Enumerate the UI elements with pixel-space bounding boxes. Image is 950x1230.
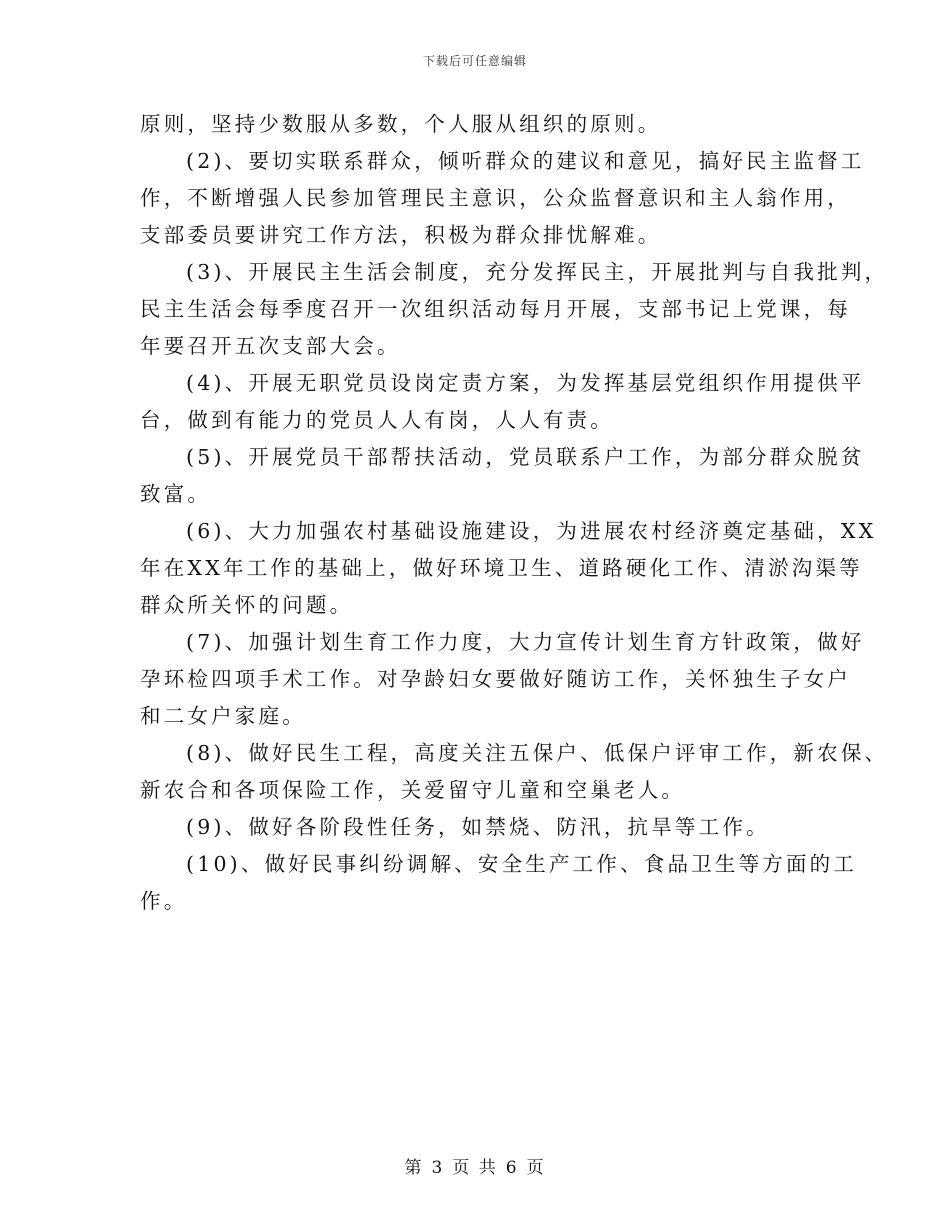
text-line: (2)、要切实联系群众，倾听群众的建议和意见，搞好民主监督工 bbox=[186, 149, 865, 173]
text-line: (8)、做好民生工程，高度关注五保户、低保户评审工作，新农保、 bbox=[186, 741, 889, 765]
text-line: (4)、开展无职党员设岗定责方案，为发挥基层党组织作用提供平 bbox=[186, 371, 865, 395]
paragraph-item-2 bbox=[140, 143, 865, 254]
footer-middle: 页 共 bbox=[452, 1158, 498, 1178]
text-line: 和二女户家庭。 bbox=[140, 704, 306, 728]
current-page-number: 3 bbox=[431, 1158, 445, 1178]
text-line: 年在XX年工作的基础上，做好环境卫生、道路硬化工作、清淤沟渠等 bbox=[140, 556, 863, 580]
text-line: (10)、做好民事纠纷调解、安全生产工作、食品卫生等方面的工 bbox=[186, 852, 858, 876]
paragraph-item-5 bbox=[140, 439, 865, 513]
text-line: 孕环检四项手术工作。对孕龄妇女要做好随访工作，关怀独生子女户 bbox=[140, 667, 851, 691]
paragraph-continuation bbox=[140, 106, 830, 143]
text-line: 年要召开五次支部大会。 bbox=[140, 334, 401, 358]
text-line: (3)、开展民主生活会制度，充分发挥民主，开展批判与自我批判， bbox=[186, 260, 889, 284]
paragraph-item-10 bbox=[140, 846, 858, 920]
page-footer bbox=[0, 1153, 950, 1178]
text-line: 致富。 bbox=[140, 482, 212, 506]
total-pages-number: 6 bbox=[505, 1158, 519, 1178]
footer-prefix: 第 bbox=[404, 1158, 424, 1178]
text-line: (5)、开展党员干部帮扶活动，党员联系户工作，为部分群众脱贫 bbox=[186, 445, 865, 469]
text-line: 作。 bbox=[140, 889, 188, 913]
text-line: 原则，坚持少数服从多数，个人服从组织的原则。 bbox=[140, 112, 662, 136]
paragraph-item-7 bbox=[140, 624, 865, 735]
paragraph-item-6 bbox=[140, 513, 877, 624]
text-line: (7)、加强计划生育工作力度，大力宣传计划生育方针政策，做好 bbox=[186, 630, 865, 654]
paragraph-item-8 bbox=[140, 735, 889, 809]
text-line: 群众所关怀的问题。 bbox=[140, 593, 354, 617]
paragraph-item-4 bbox=[140, 365, 865, 439]
paragraph-item-3 bbox=[140, 254, 889, 365]
text-line: 民主生活会每季度召开一次组织活动每月开展，支部书记上党课，每 bbox=[140, 297, 851, 321]
page-header: 下载后可任意编辑 bbox=[422, 54, 527, 68]
text-line: 支部委员要讲究工作方法，积极为群众排忧解难。 bbox=[140, 223, 662, 247]
paragraph-item-9 bbox=[140, 809, 830, 846]
text-line: (6)、大力加强农村基础设施建设，为进展农村经济奠定基础，XX bbox=[186, 519, 877, 543]
text-line: (9)、做好各阶段性任务，如禁烧、防汛，抗旱等工作。 bbox=[186, 815, 770, 839]
text-line: 新农合和各项保险工作，关爱留守儿童和空巢老人。 bbox=[140, 778, 686, 802]
text-line: 作，不断增强人民参加管理民主意识，公众监督意识和主人翁作用， bbox=[140, 186, 851, 210]
text-line: 台，做到有能力的党员人人有岗，人人有责。 bbox=[140, 408, 614, 432]
footer-suffix: 页 bbox=[526, 1158, 546, 1178]
document-body bbox=[140, 106, 889, 920]
